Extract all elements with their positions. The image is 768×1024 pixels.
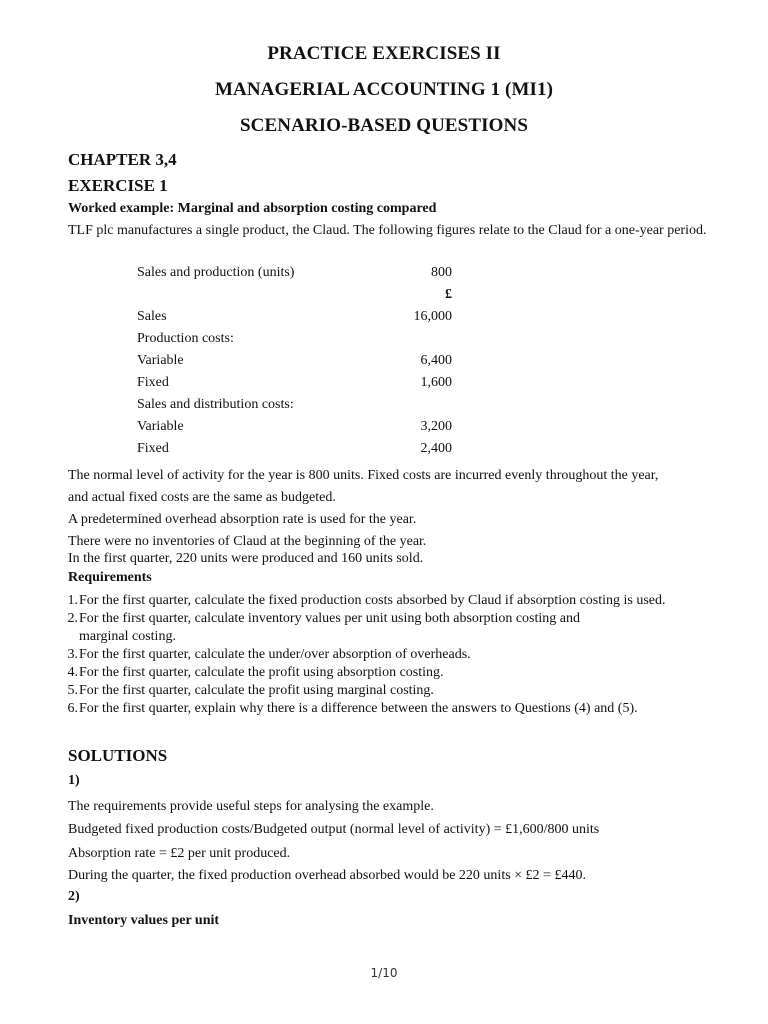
table-label: Fixed — [137, 375, 169, 390]
table-row — [137, 441, 457, 461]
paragraph-first-quarter: In the first quarter, 220 units were produced and 160 units sold. — [68, 551, 424, 566]
table-row — [137, 353, 457, 373]
solutions-heading: SOLUTIONS — [68, 746, 168, 765]
list-number: 3. — [67, 647, 78, 662]
table-row — [137, 287, 457, 307]
solution-1-heading: 1) — [68, 773, 80, 788]
list-number: 2. — [67, 611, 78, 626]
list-number: 4. — [67, 665, 78, 680]
list-number: 1. — [67, 593, 78, 608]
table-currency-header: £ — [445, 287, 452, 302]
table-value: 1,600 — [420, 375, 452, 390]
table-value: 800 — [431, 265, 452, 280]
table-value: 16,000 — [413, 309, 452, 324]
table-label: Production costs: — [137, 331, 234, 346]
list-text: For the first quarter, calculate the profit using absorption costing. — [79, 665, 444, 680]
solution-1-line: Budgeted fixed production costs/Budgeted output (normal level of activity) = £1,600/800 units — [68, 822, 600, 837]
list-text: For the first quarter, calculate inventory values per unit using both absorption costing and — [79, 611, 580, 626]
list-text: For the first quarter, calculate the fixed production costs absorbed by Claud if absorption costing is used. — [79, 593, 666, 608]
table-label: Fixed — [137, 441, 169, 456]
title-course: MANAGERIAL ACCOUNTING 1 (MI1) — [214, 79, 554, 100]
requirements-heading: Requirements — [68, 570, 152, 585]
paragraph-normal-activity: The normal level of activity for the year is 800 units. Fixed costs are incurred evenly throughout the year, — [68, 468, 659, 483]
title-practice-exercises: PRACTICE EXERCISES II — [267, 43, 501, 64]
table-row — [137, 265, 457, 285]
table-row — [137, 419, 457, 439]
intro-paragraph: TLF plc manufactures a single product, the Claud. The following figures relate to the Claud for a one-year period. — [68, 223, 707, 238]
worked-example-title: Worked example: Marginal and absorption costing compared — [68, 201, 437, 216]
table-label: Variable — [137, 419, 184, 434]
table-label: Sales and production (units) — [137, 265, 295, 280]
table-value: 3,200 — [420, 419, 452, 434]
solution-1-line: Absorption rate = £2 per unit produced. — [68, 846, 291, 861]
page-number: 1/10 — [370, 966, 398, 980]
chapter-heading: CHAPTER 3,4 — [68, 150, 177, 169]
title-scenario: SCENARIO-BASED QUESTIONS — [239, 115, 528, 136]
table-label: Variable — [137, 353, 184, 368]
list-text: For the first quarter, calculate the under/over absorption of overheads. — [79, 647, 471, 662]
solution-1-line: The requirements provide useful steps for analysing the example. — [68, 799, 434, 814]
table-row — [137, 375, 457, 395]
inventory-values-heading: Inventory values per unit — [68, 913, 220, 928]
table-row — [137, 309, 457, 329]
list-text: For the first quarter, explain why there is a difference between the answers to Questions (4) and (5). — [79, 701, 638, 716]
exercise-heading: EXERCISE 1 — [68, 176, 168, 195]
solution-2-heading: 2) — [68, 889, 80, 904]
list-text: marginal costing. — [79, 629, 176, 644]
table-value: 2,400 — [420, 441, 452, 456]
list-number: 5. — [67, 683, 78, 698]
table-value: 6,400 — [420, 353, 452, 368]
table-label: Sales — [137, 309, 167, 324]
table-row — [137, 331, 457, 351]
table-label: Sales and distribution costs: — [137, 397, 294, 412]
paragraph-absorption-rate: A predetermined overhead absorption rate is used for the year. — [68, 512, 417, 527]
list-number: 6. — [67, 701, 78, 716]
solution-1-line: During the quarter, the fixed production overhead absorbed would be 220 units × £2 = £440. — [68, 868, 586, 883]
list-text: For the first quarter, calculate the profit using marginal costing. — [79, 683, 434, 698]
paragraph-inventories: There were no inventories of Claud at the beginning of the year. — [68, 534, 427, 549]
paragraph-fixed-costs: and actual fixed costs are the same as budgeted. — [68, 490, 336, 505]
table-row — [137, 397, 457, 417]
